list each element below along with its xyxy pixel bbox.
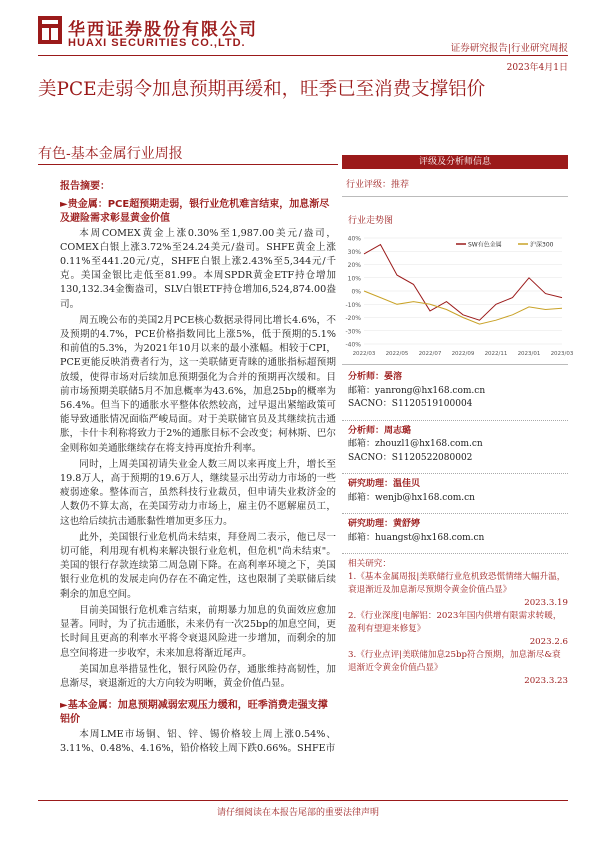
x-tick-label: 2023/03	[550, 351, 574, 357]
x-tick-label: 2022/09	[451, 351, 475, 357]
y-tick-label: -20%	[345, 315, 361, 322]
legal-notice: 请仔细阅读在本报告尾部的重要法律声明	[216, 808, 379, 818]
series-line	[364, 291, 562, 324]
subtitle-divider	[38, 164, 338, 165]
rating-divider	[342, 196, 568, 197]
x-tick-label: 2023/01	[517, 351, 541, 357]
series-line	[364, 245, 562, 321]
analyst-block	[348, 478, 568, 505]
y-tick-label: -10%	[345, 301, 361, 309]
brand-name-en: HUAXI SECURITIES CO.,LTD.	[68, 37, 246, 49]
y-tick-label: 30%	[347, 248, 361, 256]
brand-name-cn: 华西证券股份有限公司	[68, 20, 258, 40]
related-item[interactable]: 2.《行业深度|电解铝：2023年国内供增有限需求转暖，盈利有望迎来修复》	[348, 611, 562, 634]
paragraph: 同时，上周美国初请失业金人数三周以来再度上升，增长至19.8万人，高于预期的19.6万人，继续显示出劳动力市场的一些疲弱迹象。整体而言，虽然科技行业裁员，但申请失业救济金的人数仍不算太高，在美国劳动力市场上，雇主仍不愿解雇员工，这也给后续抗击通胀黏性增加更多压力。	[60, 458, 336, 527]
report-title: 美PCE走弱令加息预期再缓和，旺季已至消费支撑铝价	[38, 79, 486, 100]
related-item[interactable]: 1.《基本金属周报|美联储行业危机致恐慌情绪大幅升温，衰退渐近及加息渐尽预期令黄金价值凸显》	[348, 572, 566, 595]
x-tick-label: 2022/05	[385, 351, 409, 357]
chart-divider	[342, 364, 568, 365]
x-tick-label: 2022/11	[484, 351, 508, 357]
report-date: 2023年4月1日	[506, 63, 568, 73]
paragraph: 目前美国银行危机难言结束，前期暴力加息的负面效应愈加显著。同时，为了抗击通胀，未来仍有一次25bp的加息空间，更长时间且更高的利率水平将令衰退风险进一步增加，而剩余的加息空间将进一步收窄，未来加息将渐近尾声。	[60, 604, 336, 659]
rating-box-title: 评级及分析师信息	[342, 155, 568, 169]
y-tick-label: 40%	[347, 235, 361, 243]
company-logo-icon	[38, 16, 62, 44]
paragraph: 美国加息举措显性化，银行风险仍存，通胀维持高韧性，加息渐尽，衰退渐近的大方向较为明晰，黄金价值凸显。	[60, 663, 336, 689]
analyst-name: 分析师：晏溶	[348, 372, 403, 382]
dotted-divider	[342, 513, 568, 514]
related-research	[348, 558, 568, 688]
dotted-divider	[342, 473, 568, 474]
dotted-divider	[342, 553, 568, 554]
y-tick-label: -40%	[345, 341, 361, 349]
dotted-divider	[342, 420, 568, 421]
related-item[interactable]: 3.《行业点评|美联储加息25bp符合预期，加息渐尽&衰退渐近令黄金价值凸显》	[348, 650, 561, 673]
analyst-email[interactable]: 邮箱：huangst@hx168.com.cn	[348, 532, 485, 543]
analyst-sac: SACNO：S1120522080002	[348, 452, 473, 463]
industry-rating: 行业评级：推荐	[346, 180, 410, 190]
analyst-email[interactable]: 邮箱：yanrong@hx168.com.cn	[348, 385, 486, 396]
analyst-block	[348, 371, 568, 412]
analyst-block	[348, 425, 568, 466]
y-tick-label: 0%	[351, 288, 361, 296]
analyst-name: 研究助理：黄舒婷	[348, 519, 421, 529]
paragraph: 本周COMEX黄金上涨0.30%至1,987.00美元/盎司，COMEX白银上涨3.72%至24.24美元/盎司。SHFE黄金上涨0.11%至441.20元/克，SHFE白银上涨2.43%至5,344元/千克。美国金银比走低至81.99。本周SPDR黄金ETF持仓增加130,132.34金衡盎司，SLV白银ETF持仓增加6,524,874.00盎司。	[60, 227, 336, 310]
report-subtitle: 有色-基本金属行业周报	[38, 146, 183, 162]
analyst-name: 分析师：周志璐	[348, 425, 412, 436]
x-tick-label: 2022/03	[352, 351, 376, 357]
trend-chart	[342, 230, 574, 360]
related-heading: 相关研究：	[348, 559, 391, 569]
y-tick-label: 10%	[347, 275, 361, 283]
related-date: 2023.3.23	[524, 676, 568, 686]
analyst-email[interactable]: 邮箱：wenjb@hx168.com.cn	[348, 492, 475, 503]
sidebar	[342, 155, 574, 688]
analyst-list	[342, 371, 568, 554]
analyst-name: 研究助理：温佳贝	[348, 479, 421, 489]
paragraph: 周五晚公布的美国2月PCE核心数据录得同比增长4.6%，不及预期的4.7%，PCE价格指数同比上涨5%，低于预期的5.1%和前值的5.3%，为2021年10月以来的最小涨幅。相较于CPI，PCE更能反映消费者行为，这一美联储更青睐的通胀指标超预期放缓，使得市场对后续加息预期强化为合并的预期再次缓和。目前市场预期美联储5月不加息概率为43.6%，加息25bp的概率为56.4%。但当下的通胀水平整体依然较高，过早退出紧缩政策可能导致通胀情况面临严峻局面。对于美联储官员及其继续抗击通胀，卡什卡利称将致力于2%的通胀目标不会改变；柯林斯、巴尔金则称如美通胀继续存在将支持再度抬升利率。	[60, 314, 336, 454]
analyst-sac: SACNO：S1120519100004	[348, 399, 473, 409]
summary-heading: 报告摘要：	[60, 181, 110, 192]
legend-label: SW有色金属	[468, 241, 502, 249]
legend-label: 沪深300	[530, 241, 554, 249]
chart-title: 行业走势图	[348, 216, 394, 226]
report-category: 证券研究报告|行业研究周报	[450, 43, 568, 54]
analyst-block	[348, 518, 568, 545]
section-heading-base-metals: ►基本金属：加息预期减弱宏观压力缓和，旺季消费走强支撑铝价	[60, 700, 328, 726]
report-body	[60, 180, 336, 758]
analyst-email[interactable]: 邮箱：zhouzl1@hx168.com.cn	[348, 439, 483, 449]
x-tick-label: 2022/07	[418, 351, 442, 357]
paragraph: 本周LME市场铜、铝、锌、锡价格较上周上涨0.54%、3.11%、0.48%、4.16%，铅价格较上周下跌0.66%。SHFE市	[60, 728, 336, 754]
section-heading-precious-metals: ►贵金属：PCE超预期走弱，银行业危机难言结束，加息渐尽及避险需求彰显黄金价值	[60, 199, 330, 225]
paragraph: 此外，美国银行业危机尚未结束，拜登周二表示，他已尽一切可能，利用现有机构来解决银行业危机，但危机"尚未结束"。美国的银行存款连续第二周急剧下降。在高利率环境之下，美国银行业危机的发展走向仍存在不确定性，这也限制了美联储后续剩余的加息空间。	[60, 531, 336, 600]
y-tick-label: -30%	[345, 328, 361, 336]
y-tick-label: 20%	[347, 262, 361, 269]
footer-divider	[38, 800, 568, 801]
related-date: 2023.2.6	[529, 637, 568, 647]
header-divider	[38, 55, 568, 56]
related-date: 2023.3.19	[524, 598, 568, 608]
